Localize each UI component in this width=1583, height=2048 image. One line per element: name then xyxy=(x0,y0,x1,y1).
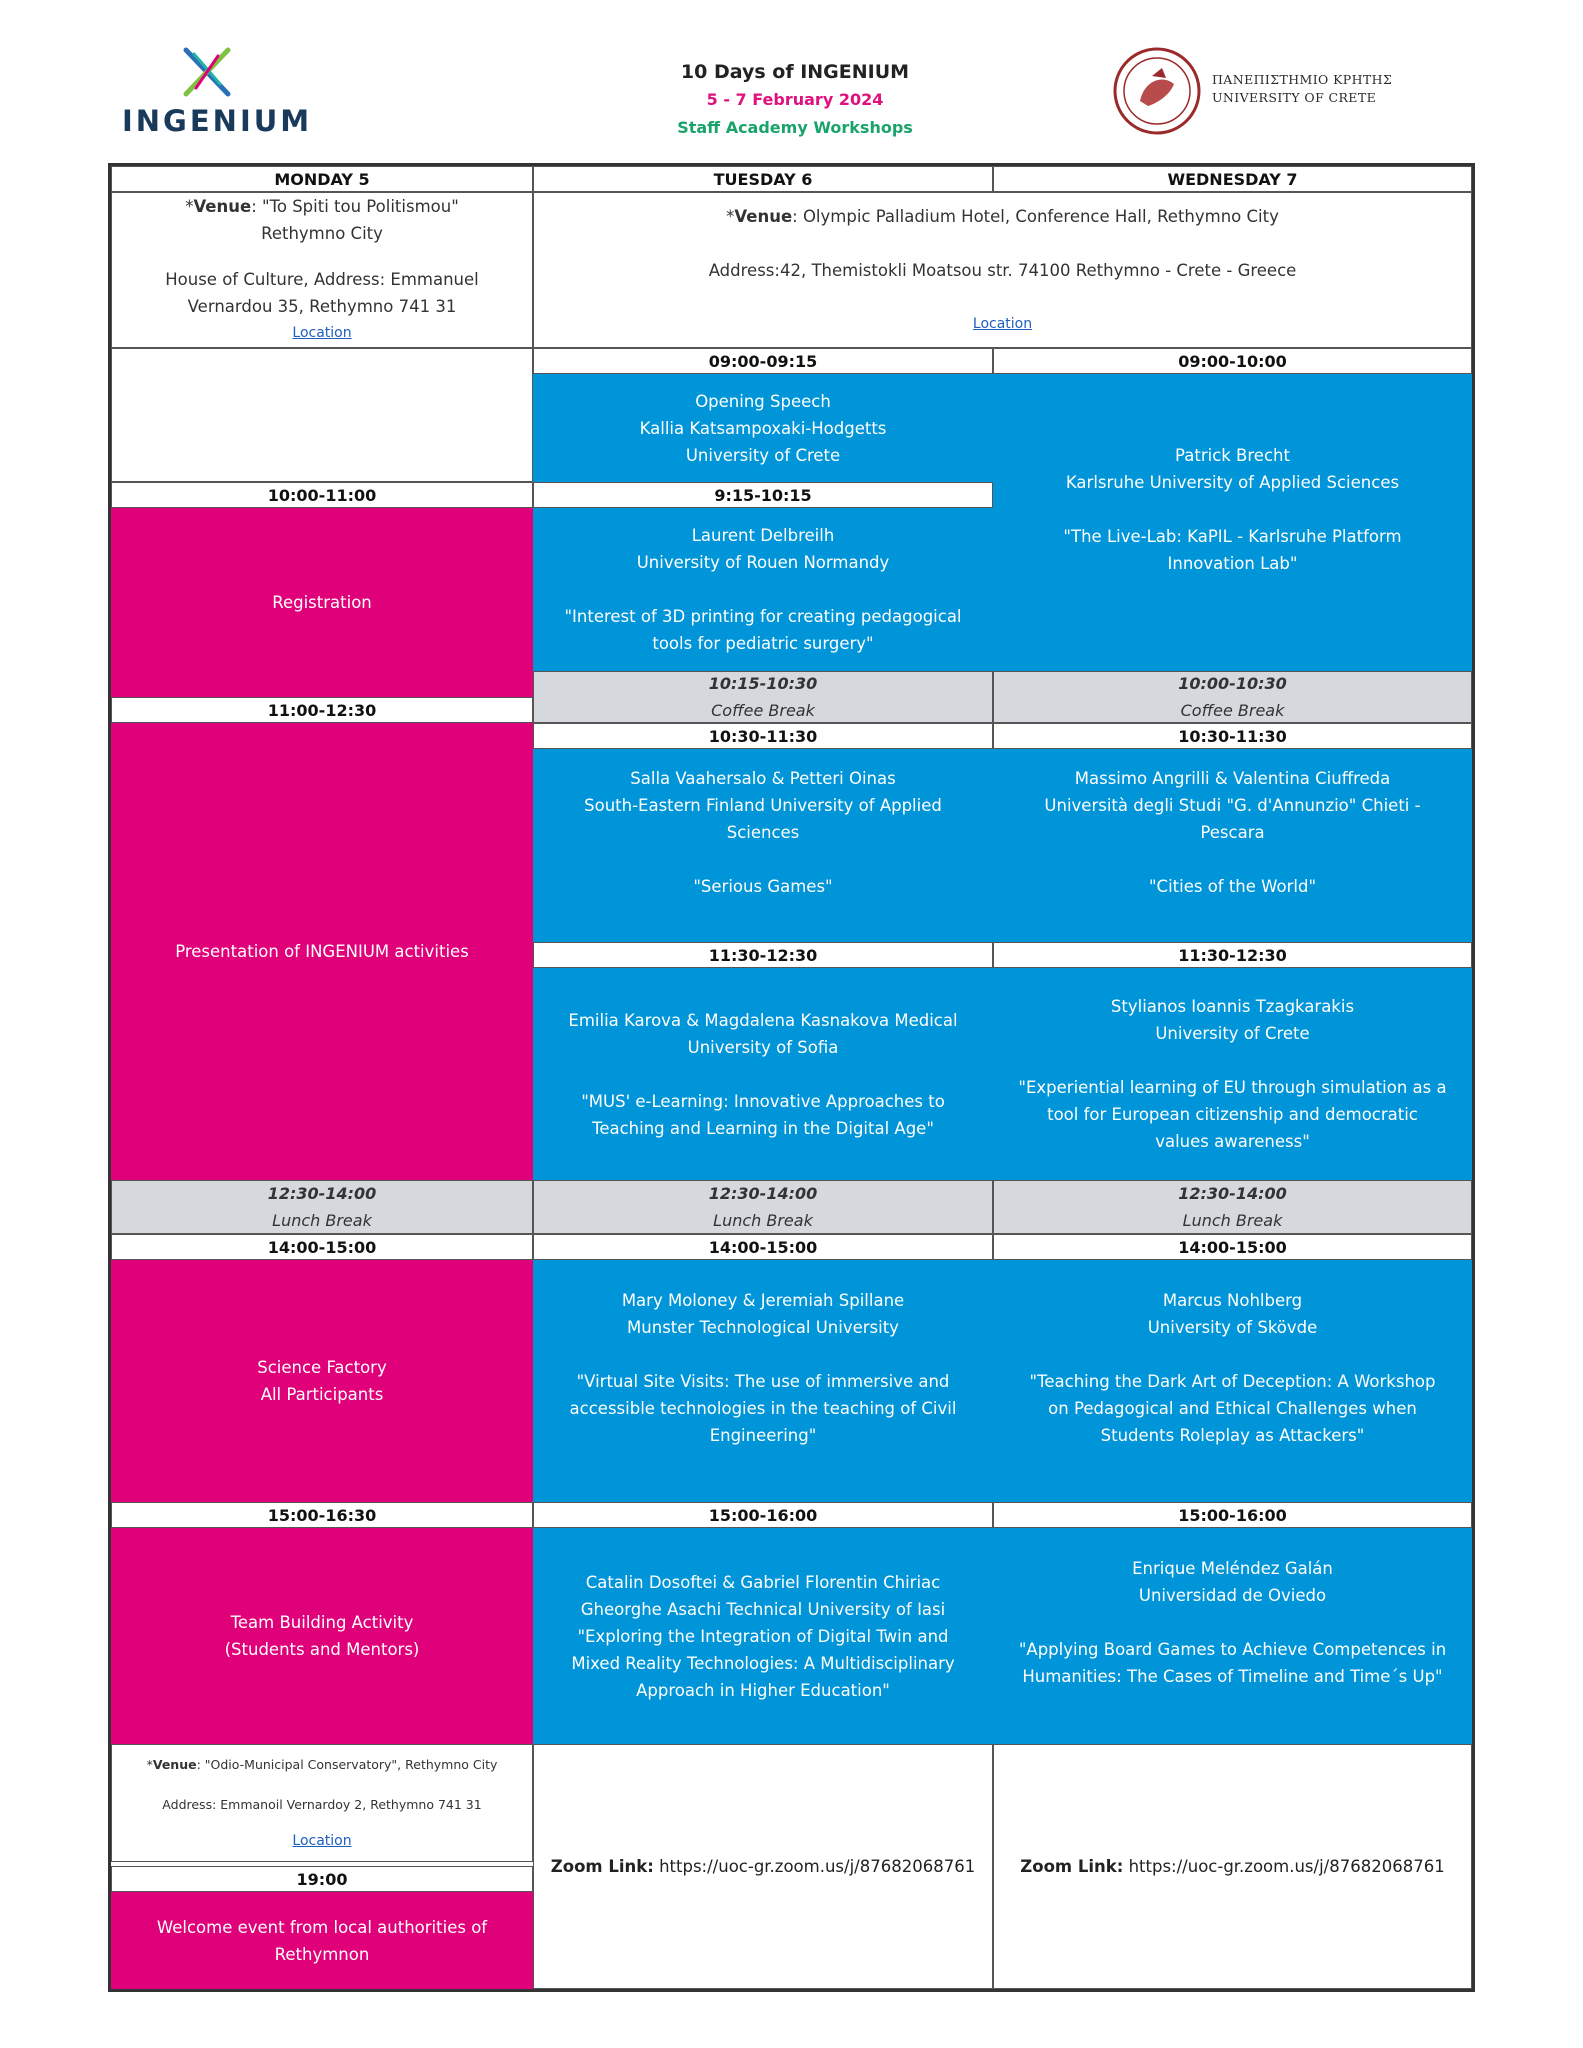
schedule-table xyxy=(108,163,1475,1992)
session-title: Rethymnon xyxy=(274,1944,370,1964)
time-slot: 11:30-12:30 xyxy=(993,942,1472,968)
session-subtitle: (Students and Mentors) xyxy=(224,1640,420,1659)
speaker-affiliation: Munster Technological University xyxy=(627,1317,899,1337)
venue-address: Vernardou 35, Rethymno 741 31 xyxy=(187,297,457,316)
session-title: Presentation of INGENIUM activities xyxy=(175,942,469,961)
venue-address: Address: Emmanoil Vernardoy 2, Rethymno 741 31 xyxy=(162,1797,482,1812)
welcome-event-block xyxy=(111,1892,533,1989)
session-title: Innovation Lab" xyxy=(1167,553,1298,573)
ingenium-x-icon xyxy=(174,44,240,100)
break-label: Lunch Break xyxy=(1182,1211,1283,1230)
session-title: tools for pediatric surgery" xyxy=(652,634,874,653)
speaker-name: Laurent Delbreilh xyxy=(691,526,835,545)
session-title: on Pedagogical and Ethical Challenges when xyxy=(1048,1398,1417,1418)
time-slot: 15:00-16:00 xyxy=(533,1502,993,1528)
ingenium-wordmark: INGENIUM xyxy=(122,104,313,138)
session-title: "Applying Board Games to Achieve Competences in xyxy=(1018,1640,1447,1659)
session-title: "Experiential learning of EU through simulation as a xyxy=(1018,1078,1447,1097)
venue-name: : "Odio-Municipal Conservatory", Rethymno City xyxy=(196,1757,498,1772)
coffee-break xyxy=(993,671,1472,723)
session-title: Humanities: The Cases of Timeline and Time´s Up" xyxy=(1022,1667,1443,1686)
speaker-affiliation: Karlsruhe University of Applied Sciences xyxy=(1065,472,1400,492)
session-title: Students Roleplay as Attackers" xyxy=(1100,1425,1365,1445)
break-label: Coffee Break xyxy=(1180,701,1285,720)
venue-label: Venue xyxy=(734,206,793,226)
session-title: "Interest of 3D printing for creating pedagogical xyxy=(564,607,962,626)
location-link[interactable]: Location xyxy=(292,325,352,341)
university-name-english: UNIVERSITY OF CRETE xyxy=(1212,90,1377,105)
break-time: 12:30-14:00 xyxy=(1178,1184,1287,1203)
time-slot: 19:00 xyxy=(111,1866,533,1892)
time-slot: 10:00-11:00 xyxy=(111,482,533,508)
time-slot: 14:00-15:00 xyxy=(993,1234,1472,1260)
break-time: 12:30-14:00 xyxy=(267,1184,377,1203)
session-block xyxy=(993,968,1472,1180)
session-title: accessible technologies in the teaching of Civil xyxy=(569,1398,957,1418)
zoom-label: Zoom Link: xyxy=(550,1857,654,1876)
session-title: Engineering" xyxy=(709,1425,817,1445)
session-title: "The Live-Lab: KaPIL - Karlsruhe Platform xyxy=(1063,526,1402,546)
university-name-greek: ΠΑΝΕΠΙΣΤΗΜΙΟ ΚΡΗΤΗΣ xyxy=(1212,72,1393,87)
time-slot: 10:30-11:30 xyxy=(993,723,1472,749)
session-title: tool for European citizenship and democratic xyxy=(1047,1105,1418,1124)
speaker-affiliation: Sciences xyxy=(726,822,800,842)
break-label: Lunch Break xyxy=(713,1211,813,1230)
event-subtitle: Staff Academy Workshops xyxy=(677,118,913,137)
speaker-affiliation: Università degli Studi "G. d'Annunzio" Chieti - xyxy=(1044,795,1421,815)
speaker-name: Patrick Brecht xyxy=(1175,445,1290,465)
speaker-name: Salla Vaahersalo & Petteri Oinas xyxy=(630,768,896,788)
university-seal-icon xyxy=(1112,46,1202,136)
speaker-affiliation: Pescara xyxy=(1200,822,1265,842)
break-label: Coffee Break xyxy=(711,701,815,720)
zoom-link[interactable]: https://uoc-gr.zoom.us/j/87682068761 xyxy=(1128,1857,1445,1876)
session-subtitle: All Participants xyxy=(260,1385,384,1404)
session-title: Science Factory xyxy=(257,1358,387,1377)
time-slot: 14:00-15:00 xyxy=(533,1234,993,1260)
venue-name: : "To Spiti tou Politismou" xyxy=(251,197,459,216)
time-slot: 11:00-12:30 xyxy=(111,697,533,723)
session-title: Teaching and Learning in the Digital Age" xyxy=(592,1118,934,1138)
time-slot: 9:15-10:15 xyxy=(533,482,993,508)
session-block xyxy=(993,374,1472,671)
session-block xyxy=(993,1260,1472,1502)
time-slot: 09:00-10:00 xyxy=(993,348,1472,374)
lunch-break xyxy=(993,1180,1472,1234)
speaker-affiliation: Universidad de Oviedo xyxy=(1138,1586,1327,1605)
session-title: Mixed Reality Technologies: A Multidisciplinary xyxy=(571,1653,955,1673)
venue-name: : Olympic Palladium Hotel, Conference Hall, Rethymno City xyxy=(792,206,1279,226)
session-title: Approach in Higher Education" xyxy=(636,1680,890,1700)
venue-label: Venue xyxy=(152,1757,197,1772)
time-slot: 09:00-09:15 xyxy=(533,348,993,374)
session-block xyxy=(533,749,993,942)
speaker-name: Mary Moloney & Jeremiah Spillane xyxy=(621,1290,905,1310)
lunch-break xyxy=(533,1180,993,1234)
speaker-affiliation: Gheorghe Asachi Technical University of Iasi xyxy=(580,1599,946,1619)
day-header-wednesday: WEDNESDAY 7 xyxy=(993,166,1472,192)
break-time: 12:30-14:00 xyxy=(708,1184,818,1203)
time-slot: 15:00-16:00 xyxy=(993,1502,1472,1528)
session-block xyxy=(533,508,993,671)
day-header-tuesday: TUESDAY 6 xyxy=(533,166,993,192)
time-slot: 10:30-11:30 xyxy=(533,723,993,749)
speaker-name: Emilia Karova & Magdalena Kasnakova Medical xyxy=(568,1010,958,1030)
page-title: 10 Days of INGENIUM xyxy=(680,61,910,83)
speaker-name: Catalin Dosoftei & Gabriel Florentin Chiriac xyxy=(585,1572,941,1592)
break-label: Lunch Break xyxy=(272,1211,372,1230)
session-title: "Cities of the World" xyxy=(1148,876,1317,896)
time-slot: 11:30-12:30 xyxy=(533,942,993,968)
session-title: Registration xyxy=(272,593,372,612)
zoom-link-cell xyxy=(533,1744,993,1989)
zoom-link-cell xyxy=(993,1744,1472,1989)
venue-address: House of Culture, Address: Emmanuel xyxy=(165,270,479,289)
time-slot: 14:00-15:00 xyxy=(111,1234,533,1260)
venue-label: Venue xyxy=(193,197,252,216)
venue-tuesday-wednesday: *Venue: Olympic Palladium Hotel, Conference Hall, Rethymno City Address:42, Themistokli Moatsou str. 74100 Rethymno - Crete - Greece Location xyxy=(533,192,1472,348)
lunch-break xyxy=(111,1180,533,1234)
speaker-name: Massimo Angrilli & Valentina Ciuffreda xyxy=(1074,768,1391,788)
document-header xyxy=(560,58,1030,142)
session-title: values awareness" xyxy=(1155,1132,1310,1151)
speaker-affiliation: University of Crete xyxy=(685,445,841,465)
speaker-name: Marcus Nohlberg xyxy=(1162,1290,1303,1310)
zoom-link[interactable]: https://uoc-gr.zoom.us/j/87682068761 xyxy=(659,1857,976,1876)
session-title: "MUS' e-Learning: Innovative Approaches to xyxy=(581,1091,945,1111)
empty-slot xyxy=(111,348,533,482)
ingenium-logo xyxy=(118,44,313,144)
event-dates: 5 - 7 February 2024 xyxy=(706,90,884,109)
presentation-block xyxy=(111,723,533,1180)
session-title: Team Building Activity xyxy=(230,1613,414,1632)
break-time: 10:15-10:30 xyxy=(708,674,818,693)
venue-monday: *Venue: "To Spiti tou Politismou" Rethymno City House of Culture, Address: Emmanuel Vernardou 35, Rethymno 741 31 Location xyxy=(111,192,533,348)
science-factory-block xyxy=(111,1260,533,1502)
speaker-name: Enrique Meléndez Galán xyxy=(1132,1559,1333,1578)
time-slot: 15:00-16:30 xyxy=(111,1502,533,1528)
team-building-block xyxy=(111,1528,533,1744)
session-block xyxy=(993,749,1472,942)
speaker-name: Kallia Katsampoxaki-Hodgetts xyxy=(639,418,887,438)
location-link[interactable]: Location xyxy=(292,1833,352,1849)
session-block xyxy=(533,1528,993,1744)
venue-evening: *Venue: "Odio-Municipal Conservatory", Rethymno City Address: Emmanoil Vernardoy 2, Rethymno 741 31 Location xyxy=(111,1744,533,1862)
session-title: "Virtual Site Visits: The use of immersive and xyxy=(576,1371,950,1391)
session-block xyxy=(533,968,993,1180)
venue-city: Rethymno City xyxy=(261,224,383,243)
session-block xyxy=(533,374,993,482)
session-title: Opening Speech xyxy=(695,391,831,411)
coffee-break xyxy=(533,671,993,723)
zoom-label: Zoom Link: xyxy=(1020,1857,1124,1876)
speaker-affiliation: South-Eastern Finland University of Applied xyxy=(584,795,942,815)
session-block xyxy=(533,1260,993,1502)
university-of-crete-logo xyxy=(1112,46,1432,136)
speaker-affiliation: University of Sofia xyxy=(687,1037,839,1057)
registration-block xyxy=(111,508,533,697)
speaker-affiliation: University of Crete xyxy=(1155,1024,1310,1043)
speaker-affiliation: University of Rouen Normandy xyxy=(636,553,890,572)
speaker-name: Stylianos Ioannis Tzagkarakis xyxy=(1110,997,1355,1016)
location-link[interactable]: Location xyxy=(972,315,1033,332)
session-title: Welcome event from local authorities of xyxy=(156,1917,488,1937)
session-title: "Exploring the Integration of Digital Twin and xyxy=(577,1626,949,1646)
break-time: 10:00-10:30 xyxy=(1178,674,1287,693)
day-header-monday: MONDAY 5 xyxy=(111,166,533,192)
session-block xyxy=(993,1528,1472,1744)
speaker-affiliation: University of Skövde xyxy=(1147,1317,1318,1337)
session-title: "Serious Games" xyxy=(693,876,833,896)
session-title: "Teaching the Dark Art of Deception: A Workshop xyxy=(1029,1371,1436,1391)
venue-address: Address:42, Themistokli Moatsou str. 74100 Rethymno - Crete - Greece xyxy=(708,260,1297,280)
